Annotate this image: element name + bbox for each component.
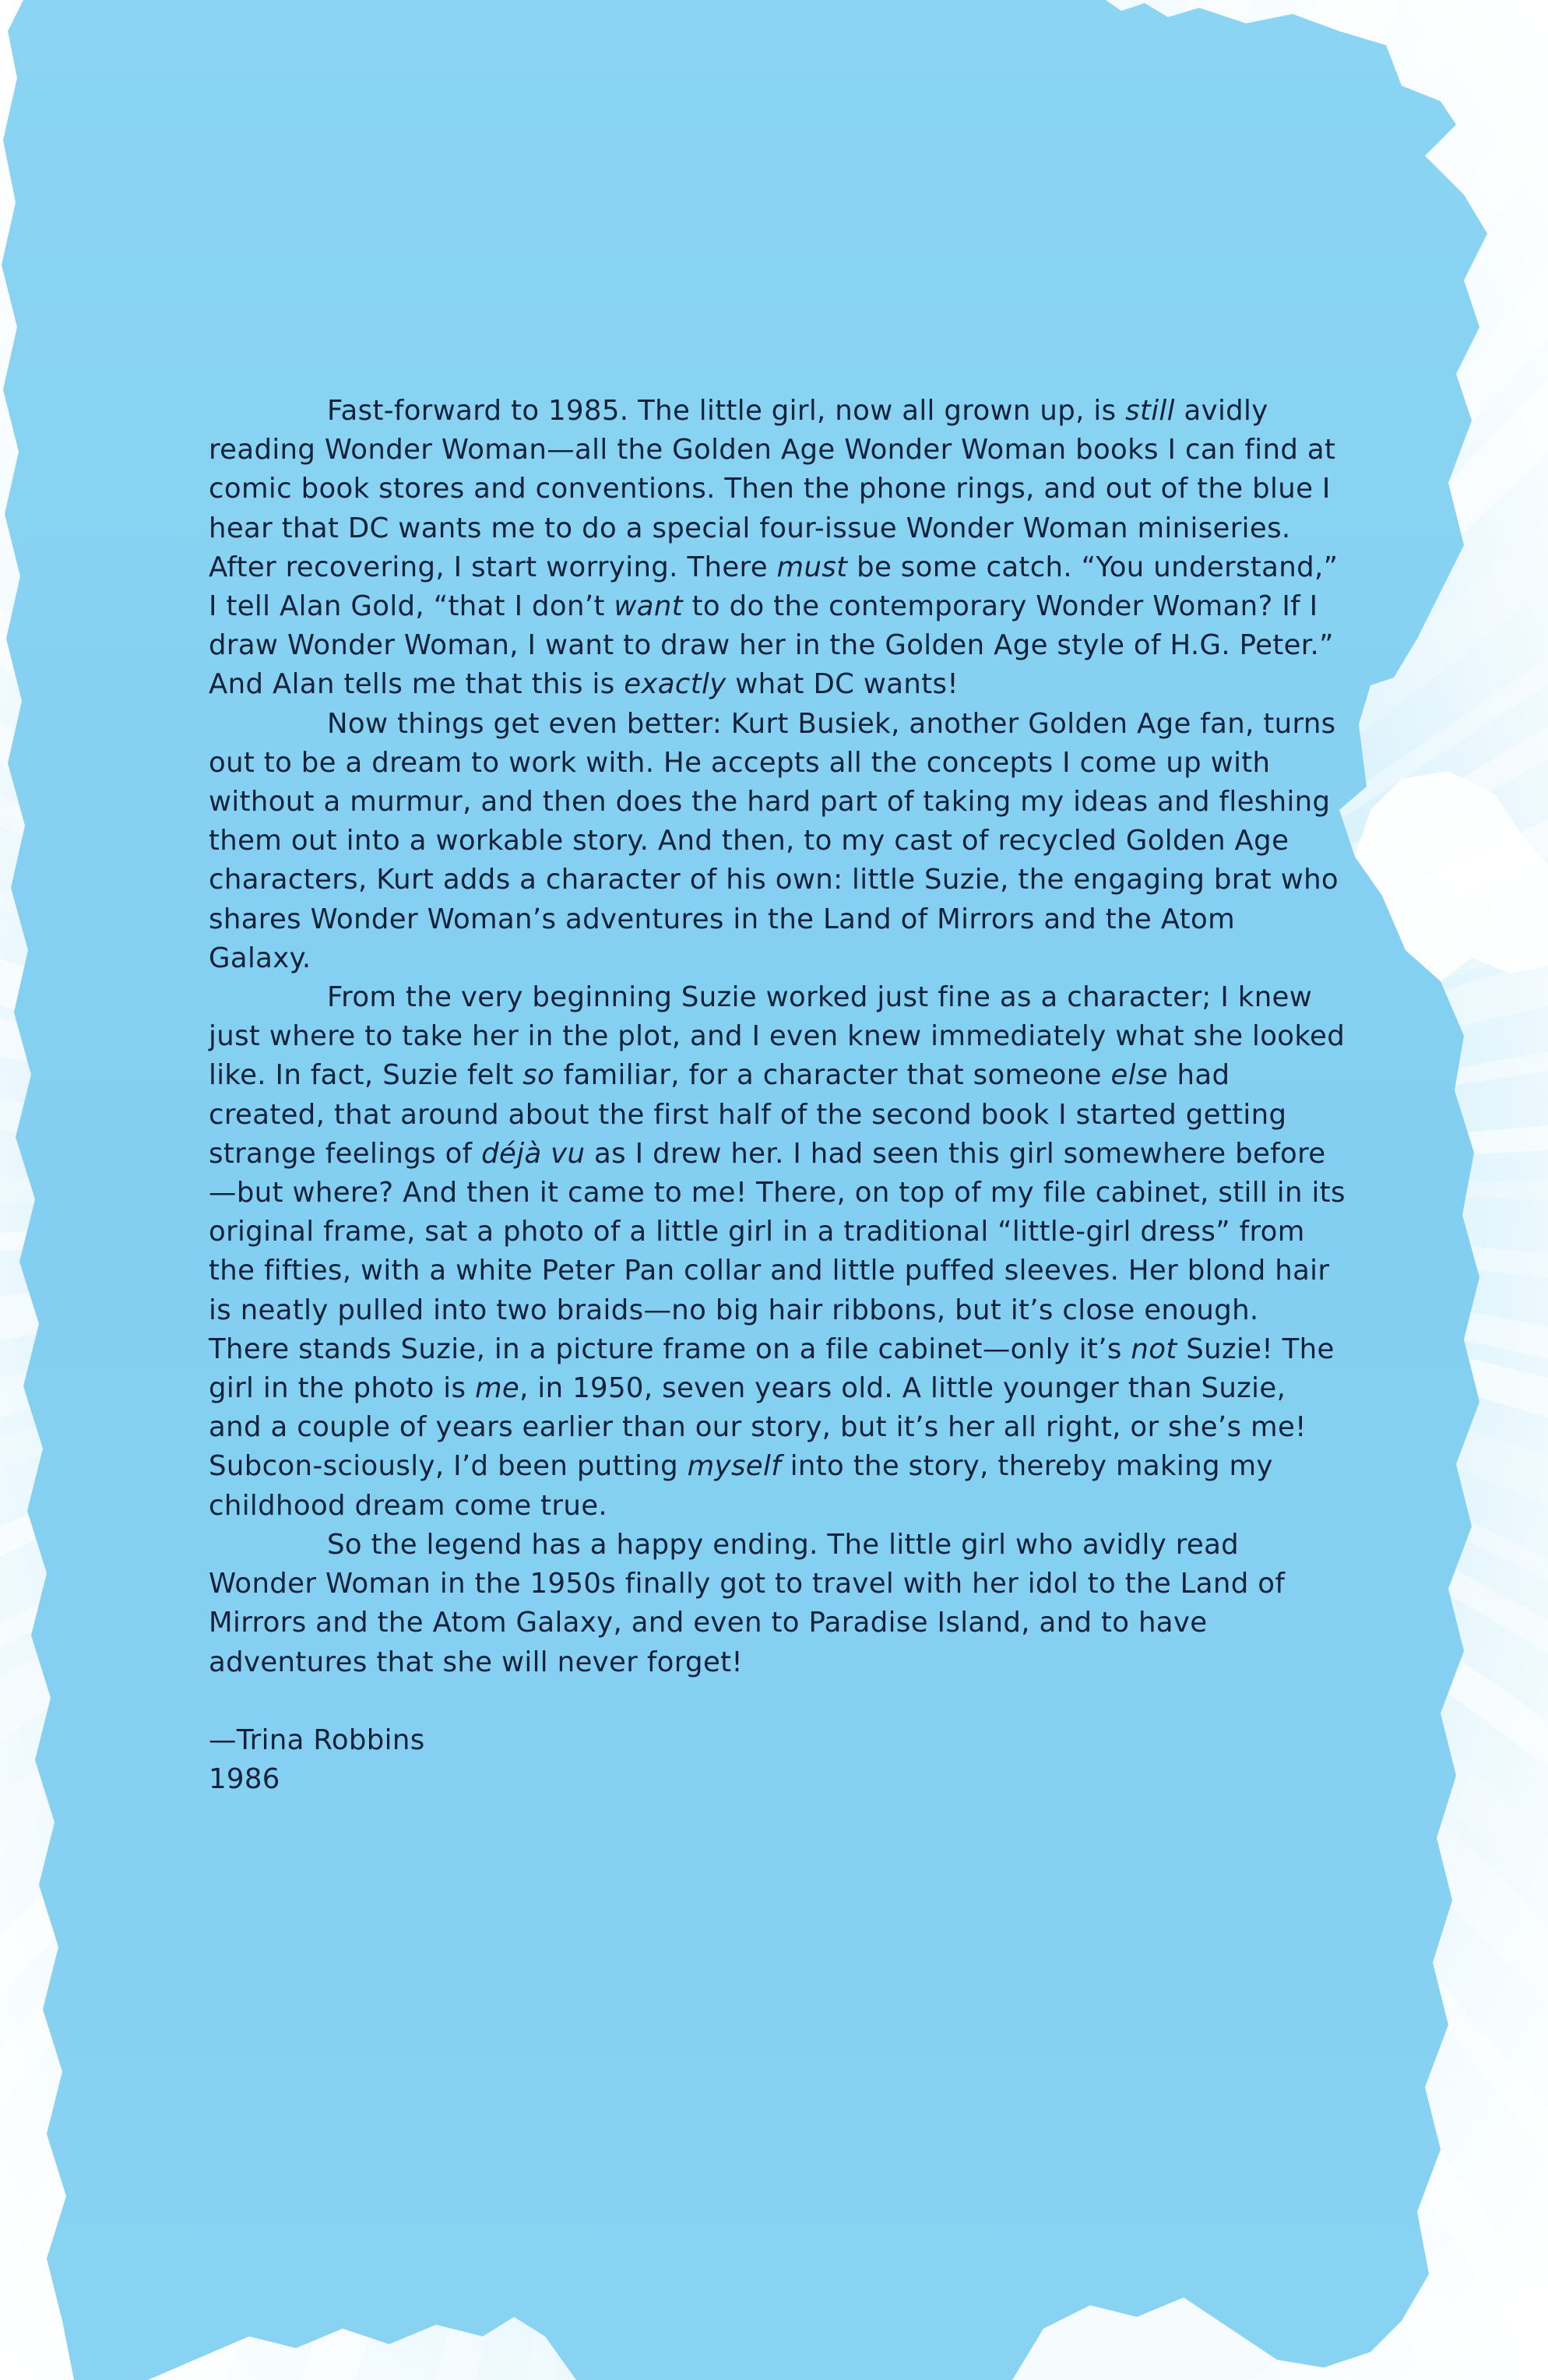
paragraph-text: had created, that around about the first half of the second book I started getting strange feelings of — [209, 1059, 1287, 1170]
letter-paragraph — [209, 705, 1346, 978]
paragraph-text: , in 1950, seven years old. A little younger than Suzie, and a couple of years earlier than our story, but it’s her all right, or she’s me! Subcon-sciously, I’d been putting — [209, 1372, 1307, 1483]
paragraph-text: From the very beginning Suzie worked just fine as a character; I knew just where to take her in the plot, and I even knew immediately what she looked like. In fact, Suzie felt — [209, 981, 1346, 1092]
emphasis-text: so — [522, 1059, 555, 1092]
paragraph-text: Now things get even better: Kurt Busiek, another Golden Age fan, turns out to be a dream to work with. He accepts all the concepts I come up with without a murmur, and then does the hard part of taking my ideas and fleshing them out into a workable story. And then, to my cast of recycled Golden Age characters, Kurt adds a character of his own: little Suzie, the engaging brat who shares Wonder Woman’s adventures in the Land of Mirrors and the Atom Galaxy. — [209, 707, 1339, 974]
emphasis-text: myself — [687, 1450, 782, 1483]
paragraph-text: as I drew her. I had seen this girl somewhere before—but where? And then it came to me! There, on top of my file cabinet, still in its original frame, sat a photo of a little girl in a traditional “little-girl dress” from the fifties, with a white Peter Pan collar and little puffed sleeves. Her blond hair is neatly pulled into two braids—no big hair ribbons, but it’s close enough. There stands Suzie, in a picture frame on a file cabinet—only it’s — [209, 1137, 1346, 1365]
letter-paragraph — [209, 392, 1346, 705]
letter-paragraph — [209, 978, 1346, 1526]
emphasis-text: déjà vu — [481, 1137, 586, 1170]
paragraph-text: So the legend has a happy ending. The little girl who avidly read Wonder Woman in the 1950s finally got to travel with her idol to the Land of Mirrors and the Atom Galaxy, and even to Paradise Island, and to have adventures that she will never forget! — [209, 1528, 1286, 1678]
emphasis-text: not — [1131, 1333, 1177, 1365]
paragraph-text: familiar, for a character that someone — [554, 1059, 1111, 1092]
letter-paragraph — [209, 1526, 1346, 1682]
letter-body — [209, 392, 1346, 1682]
paragraph-text: avidly reading Wonder Woman—all the Golden Age Wonder Woman books I can find at comic book stores and conventions. Then the phone rings, and out of the blue I hear that DC wants me to do a special four-issue Wonder Woman miniseries. After recovering, I start worrying. There — [209, 395, 1336, 583]
paragraph-text: into the story, thereby making my childhood dream come true. — [209, 1450, 1273, 1522]
paragraph-text: Suzie! The girl in the photo is — [209, 1333, 1335, 1405]
paragraph-text: Fast-forward to 1985. The little girl, now all grown up, is — [327, 395, 1126, 427]
signature-author: —Trina Robbins — [209, 1723, 425, 1756]
emphasis-text: must — [776, 551, 848, 583]
emphasis-text: else — [1110, 1059, 1168, 1092]
paragraph-text: to do the contemporary Wonder Woman? If I draw Wonder Woman, I want to draw her in the Golden Age style of H.G. Peter.” And Alan tells me that this is — [209, 590, 1334, 701]
signature-block — [209, 1721, 1346, 1799]
emphasis-text: me — [475, 1372, 520, 1405]
emphasis-text: exactly — [624, 668, 727, 701]
letter-text — [209, 392, 1346, 1799]
signature-year: 1986 — [209, 1762, 280, 1795]
paragraph-text: what DC wants! — [726, 668, 959, 701]
emphasis-text: want — [614, 590, 683, 623]
paragraph-text: be some catch. “You understand,” I tell Alan Gold, “that I don’t — [209, 551, 1339, 623]
emphasis-text: still — [1125, 395, 1175, 427]
